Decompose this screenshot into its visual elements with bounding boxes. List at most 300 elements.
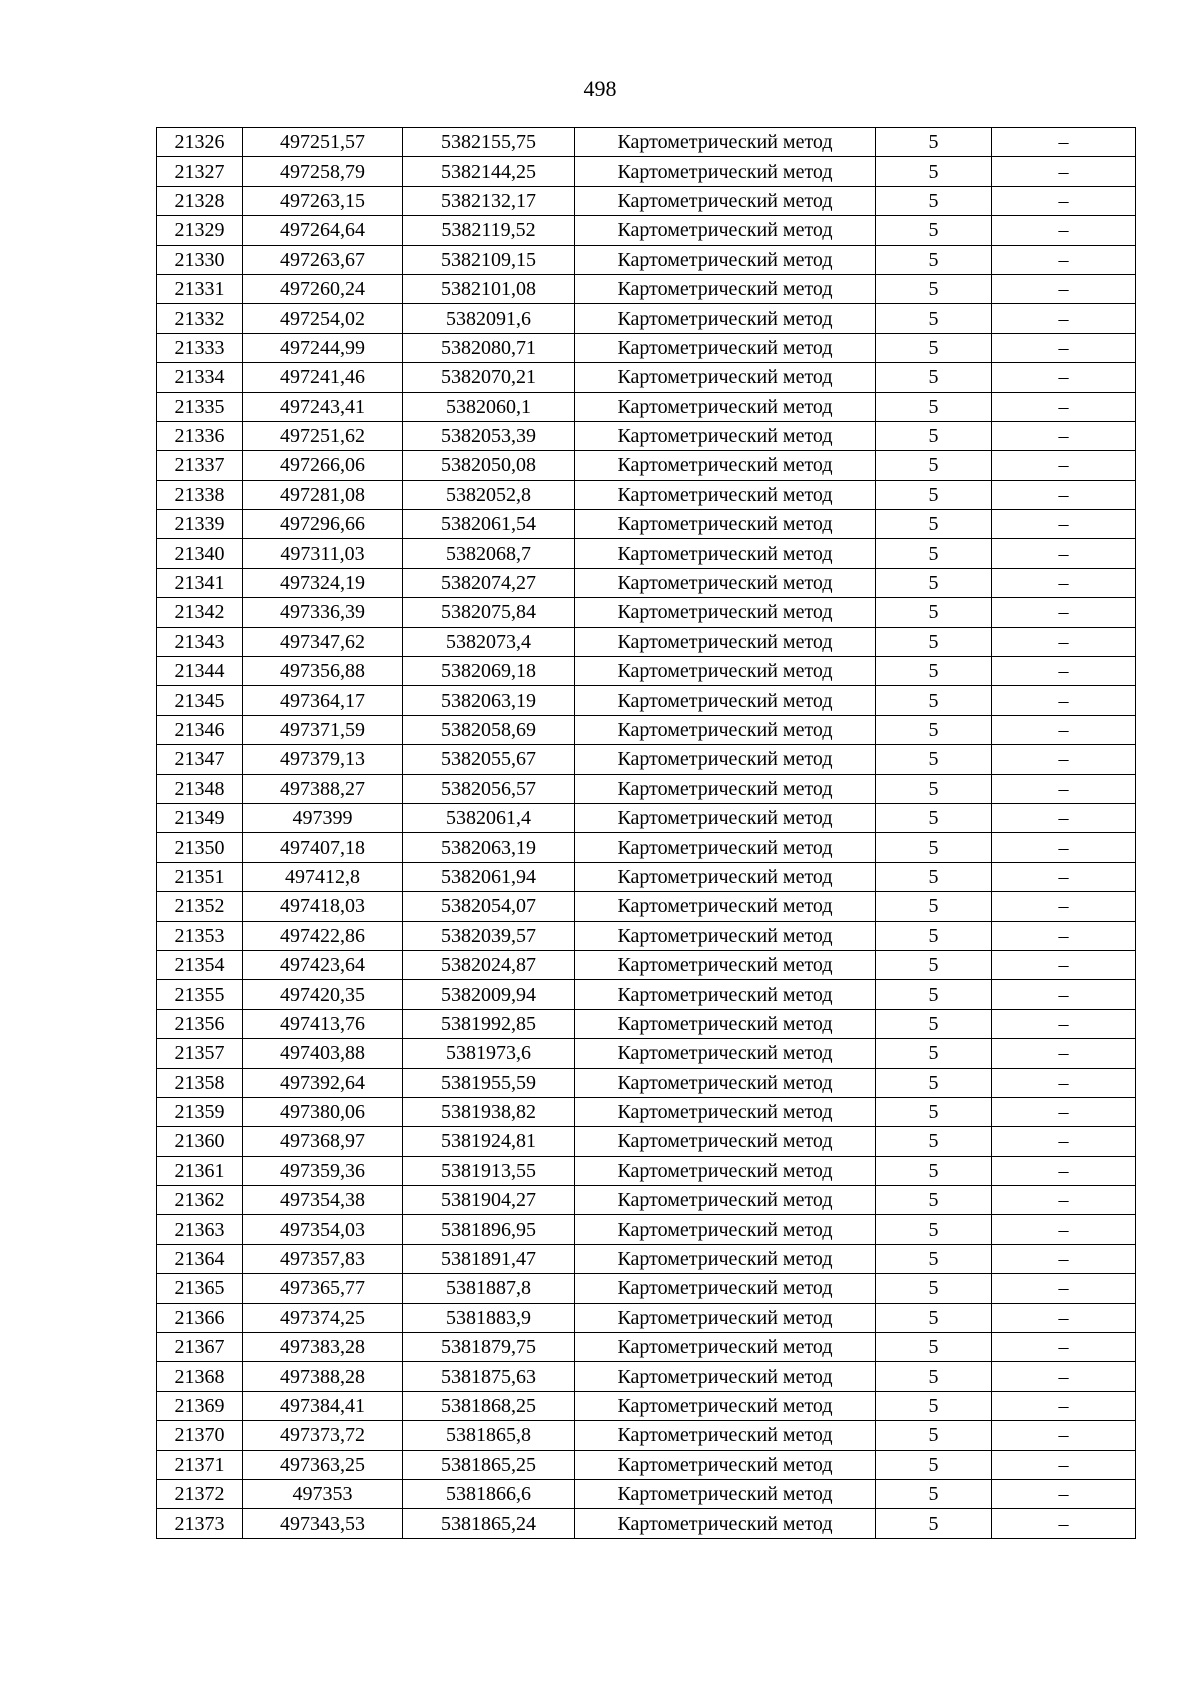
- y-coordinate-cell: 5382052,8: [403, 480, 575, 509]
- dash-cell: –: [992, 1391, 1136, 1420]
- dash-cell: –: [992, 568, 1136, 597]
- table-row: [157, 1068, 1136, 1097]
- dash-cell: –: [992, 598, 1136, 627]
- point-number-cell: 21366: [157, 1303, 243, 1332]
- point-number-cell: 21344: [157, 657, 243, 686]
- table-row: [157, 421, 1136, 450]
- point-number-cell: 21338: [157, 480, 243, 509]
- dash-cell: –: [992, 245, 1136, 274]
- dash-cell: –: [992, 1244, 1136, 1273]
- point-number-cell: 21349: [157, 803, 243, 832]
- method-cell: Картометрический метод: [575, 539, 876, 568]
- accuracy-cell: 5: [876, 1186, 992, 1215]
- x-coordinate-cell: 497347,62: [243, 627, 403, 656]
- x-coordinate-cell: 497407,18: [243, 833, 403, 862]
- dash-cell: –: [992, 950, 1136, 979]
- y-coordinate-cell: 5382009,94: [403, 980, 575, 1009]
- method-cell: Картометрический метод: [575, 950, 876, 979]
- point-number-cell: 21337: [157, 451, 243, 480]
- table-row: [157, 921, 1136, 950]
- accuracy-cell: 5: [876, 1009, 992, 1038]
- method-cell: Картометрический метод: [575, 186, 876, 215]
- dash-cell: –: [992, 803, 1136, 832]
- y-coordinate-cell: 5381896,95: [403, 1215, 575, 1244]
- method-cell: Картометрический метод: [575, 1421, 876, 1450]
- page-number: 498: [583, 76, 617, 101]
- point-number-cell: 21342: [157, 598, 243, 627]
- x-coordinate-cell: 497373,72: [243, 1421, 403, 1450]
- table-row: [157, 363, 1136, 392]
- method-cell: Картометрический метод: [575, 774, 876, 803]
- method-cell: Картометрический метод: [575, 862, 876, 891]
- accuracy-cell: 5: [876, 1274, 992, 1303]
- point-number-cell: 21368: [157, 1362, 243, 1391]
- method-cell: Картометрический метод: [575, 715, 876, 744]
- x-coordinate-cell: 497354,38: [243, 1186, 403, 1215]
- method-cell: Картометрический метод: [575, 1479, 876, 1508]
- table-row: [157, 186, 1136, 215]
- table-row: [157, 1156, 1136, 1185]
- accuracy-cell: 5: [876, 1509, 992, 1538]
- accuracy-cell: 5: [876, 1244, 992, 1273]
- y-coordinate-cell: 5382050,08: [403, 451, 575, 480]
- method-cell: Картометрический метод: [575, 1039, 876, 1068]
- dash-cell: –: [992, 892, 1136, 921]
- x-coordinate-cell: 497263,67: [243, 245, 403, 274]
- accuracy-cell: 5: [876, 892, 992, 921]
- dash-cell: –: [992, 1068, 1136, 1097]
- dash-cell: –: [992, 745, 1136, 774]
- x-coordinate-cell: 497379,13: [243, 745, 403, 774]
- y-coordinate-cell: 5382109,15: [403, 245, 575, 274]
- y-coordinate-cell: 5381887,8: [403, 1274, 575, 1303]
- method-cell: Картометрический метод: [575, 1156, 876, 1185]
- dash-cell: –: [992, 274, 1136, 303]
- point-number-cell: 21371: [157, 1450, 243, 1479]
- x-coordinate-cell: 497403,88: [243, 1039, 403, 1068]
- method-cell: Картометрический метод: [575, 1509, 876, 1538]
- method-cell: Картометрический метод: [575, 921, 876, 950]
- y-coordinate-cell: 5382074,27: [403, 568, 575, 597]
- x-coordinate-cell: 497422,86: [243, 921, 403, 950]
- point-number-cell: 21369: [157, 1391, 243, 1420]
- accuracy-cell: 5: [876, 363, 992, 392]
- x-coordinate-cell: 497266,06: [243, 451, 403, 480]
- point-number-cell: 21352: [157, 892, 243, 921]
- y-coordinate-cell: 5381875,63: [403, 1362, 575, 1391]
- method-cell: Картометрический метод: [575, 421, 876, 450]
- table-row: [157, 1039, 1136, 1068]
- point-number-cell: 21359: [157, 1097, 243, 1126]
- y-coordinate-cell: 5382056,57: [403, 774, 575, 803]
- accuracy-cell: 5: [876, 950, 992, 979]
- y-coordinate-cell: 5381924,81: [403, 1127, 575, 1156]
- table-row: [157, 1127, 1136, 1156]
- accuracy-cell: 5: [876, 245, 992, 274]
- accuracy-cell: 5: [876, 1391, 992, 1420]
- x-coordinate-cell: 497388,27: [243, 774, 403, 803]
- accuracy-cell: 5: [876, 157, 992, 186]
- dash-cell: –: [992, 1362, 1136, 1391]
- dash-cell: –: [992, 774, 1136, 803]
- accuracy-cell: 5: [876, 627, 992, 656]
- y-coordinate-cell: 5381865,25: [403, 1450, 575, 1479]
- table-row: [157, 833, 1136, 862]
- method-cell: Картометрический метод: [575, 1215, 876, 1244]
- table-row: [157, 1421, 1136, 1450]
- y-coordinate-cell: 5382063,19: [403, 686, 575, 715]
- x-coordinate-cell: 497241,46: [243, 363, 403, 392]
- y-coordinate-cell: 5381866,6: [403, 1479, 575, 1508]
- method-cell: Картометрический метод: [575, 128, 876, 157]
- accuracy-cell: 5: [876, 833, 992, 862]
- dash-cell: –: [992, 421, 1136, 450]
- x-coordinate-cell: 497260,24: [243, 274, 403, 303]
- method-cell: Картометрический метод: [575, 216, 876, 245]
- x-coordinate-cell: 497371,59: [243, 715, 403, 744]
- x-coordinate-cell: 497357,83: [243, 1244, 403, 1273]
- table-row: [157, 774, 1136, 803]
- method-cell: Картометрический метод: [575, 1068, 876, 1097]
- point-number-cell: 21326: [157, 128, 243, 157]
- table-row: [157, 1303, 1136, 1332]
- x-coordinate-cell: 497423,64: [243, 950, 403, 979]
- y-coordinate-cell: 5382144,25: [403, 157, 575, 186]
- point-number-cell: 21336: [157, 421, 243, 450]
- method-cell: Картометрический метод: [575, 1362, 876, 1391]
- method-cell: Картометрический метод: [575, 157, 876, 186]
- method-cell: Картометрический метод: [575, 245, 876, 274]
- x-coordinate-cell: 497296,66: [243, 510, 403, 539]
- method-cell: Картометрический метод: [575, 745, 876, 774]
- y-coordinate-cell: 5382053,39: [403, 421, 575, 450]
- x-coordinate-cell: 497254,02: [243, 304, 403, 333]
- accuracy-cell: 5: [876, 128, 992, 157]
- x-coordinate-cell: 497418,03: [243, 892, 403, 921]
- dash-cell: –: [992, 304, 1136, 333]
- table-row: [157, 304, 1136, 333]
- y-coordinate-cell: 5381955,59: [403, 1068, 575, 1097]
- table-row: [157, 157, 1136, 186]
- method-cell: Картометрический метод: [575, 657, 876, 686]
- x-coordinate-cell: 497324,19: [243, 568, 403, 597]
- y-coordinate-cell: 5382132,17: [403, 186, 575, 215]
- accuracy-cell: 5: [876, 1479, 992, 1508]
- accuracy-cell: 5: [876, 1068, 992, 1097]
- accuracy-cell: 5: [876, 539, 992, 568]
- table-row: [157, 657, 1136, 686]
- x-coordinate-cell: 497412,8: [243, 862, 403, 891]
- method-cell: Картометрический метод: [575, 1127, 876, 1156]
- accuracy-cell: 5: [876, 598, 992, 627]
- point-number-cell: 21373: [157, 1509, 243, 1538]
- point-number-cell: 21346: [157, 715, 243, 744]
- x-coordinate-cell: 497243,41: [243, 392, 403, 421]
- dash-cell: –: [992, 980, 1136, 1009]
- x-coordinate-cell: 497336,39: [243, 598, 403, 627]
- accuracy-cell: 5: [876, 1362, 992, 1391]
- table-row: [157, 128, 1136, 157]
- accuracy-cell: 5: [876, 1127, 992, 1156]
- method-cell: Картометрический метод: [575, 1274, 876, 1303]
- accuracy-cell: 5: [876, 274, 992, 303]
- x-coordinate-cell: 497380,06: [243, 1097, 403, 1126]
- y-coordinate-cell: 5382075,84: [403, 598, 575, 627]
- method-cell: Картометрический метод: [575, 510, 876, 539]
- dash-cell: –: [992, 862, 1136, 891]
- dash-cell: –: [992, 186, 1136, 215]
- y-coordinate-cell: 5382061,94: [403, 862, 575, 891]
- method-cell: Картометрический метод: [575, 392, 876, 421]
- table-row: [157, 598, 1136, 627]
- point-number-cell: 21354: [157, 950, 243, 979]
- x-coordinate-cell: 497264,64: [243, 216, 403, 245]
- y-coordinate-cell: 5382119,52: [403, 216, 575, 245]
- dash-cell: –: [992, 1009, 1136, 1038]
- point-number-cell: 21328: [157, 186, 243, 215]
- method-cell: Картометрический метод: [575, 686, 876, 715]
- point-number-cell: 21365: [157, 1274, 243, 1303]
- x-coordinate-cell: 497359,36: [243, 1156, 403, 1185]
- x-coordinate-cell: 497420,35: [243, 980, 403, 1009]
- method-cell: Картометрический метод: [575, 598, 876, 627]
- method-cell: Картометрический метод: [575, 833, 876, 862]
- table-row: [157, 1391, 1136, 1420]
- method-cell: Картометрический метод: [575, 451, 876, 480]
- accuracy-cell: 5: [876, 421, 992, 450]
- y-coordinate-cell: 5382070,21: [403, 363, 575, 392]
- method-cell: Картометрический метод: [575, 1009, 876, 1038]
- point-number-cell: 21334: [157, 363, 243, 392]
- y-coordinate-cell: 5382024,87: [403, 950, 575, 979]
- x-coordinate-cell: 497258,79: [243, 157, 403, 186]
- accuracy-cell: 5: [876, 392, 992, 421]
- method-cell: Картометрический метод: [575, 892, 876, 921]
- table-row: [157, 950, 1136, 979]
- y-coordinate-cell: 5382155,75: [403, 128, 575, 157]
- dash-cell: –: [992, 510, 1136, 539]
- accuracy-cell: 5: [876, 480, 992, 509]
- y-coordinate-cell: 5382068,7: [403, 539, 575, 568]
- x-coordinate-cell: 497374,25: [243, 1303, 403, 1332]
- accuracy-cell: 5: [876, 451, 992, 480]
- x-coordinate-cell: 497251,62: [243, 421, 403, 450]
- y-coordinate-cell: 5382073,4: [403, 627, 575, 656]
- y-coordinate-cell: 5381883,9: [403, 1303, 575, 1332]
- dash-cell: –: [992, 1127, 1136, 1156]
- method-cell: Картометрический метод: [575, 627, 876, 656]
- y-coordinate-cell: 5381992,85: [403, 1009, 575, 1038]
- dash-cell: –: [992, 451, 1136, 480]
- y-coordinate-cell: 5381913,55: [403, 1156, 575, 1185]
- method-cell: Картометрический метод: [575, 274, 876, 303]
- table-row: [157, 627, 1136, 656]
- y-coordinate-cell: 5381879,75: [403, 1333, 575, 1362]
- y-coordinate-cell: 5381904,27: [403, 1186, 575, 1215]
- point-number-cell: 21361: [157, 1156, 243, 1185]
- dash-cell: –: [992, 392, 1136, 421]
- table-row: [157, 1509, 1136, 1538]
- method-cell: Картометрический метод: [575, 803, 876, 832]
- table-row: [157, 1215, 1136, 1244]
- method-cell: Картометрический метод: [575, 980, 876, 1009]
- dash-cell: –: [992, 1450, 1136, 1479]
- accuracy-cell: 5: [876, 304, 992, 333]
- x-coordinate-cell: 497354,03: [243, 1215, 403, 1244]
- table-row: [157, 1186, 1136, 1215]
- dash-cell: –: [992, 833, 1136, 862]
- point-number-cell: 21332: [157, 304, 243, 333]
- y-coordinate-cell: 5381865,8: [403, 1421, 575, 1450]
- point-number-cell: 21335: [157, 392, 243, 421]
- accuracy-cell: 5: [876, 568, 992, 597]
- point-number-cell: 21347: [157, 745, 243, 774]
- dash-cell: –: [992, 1274, 1136, 1303]
- accuracy-cell: 5: [876, 1156, 992, 1185]
- table-row: [157, 1333, 1136, 1362]
- accuracy-cell: 5: [876, 1421, 992, 1450]
- point-number-cell: 21340: [157, 539, 243, 568]
- table-row: [157, 892, 1136, 921]
- table-row: [157, 686, 1136, 715]
- x-coordinate-cell: 497392,64: [243, 1068, 403, 1097]
- point-number-cell: 21351: [157, 862, 243, 891]
- table-row: [157, 1097, 1136, 1126]
- accuracy-cell: 5: [876, 216, 992, 245]
- accuracy-cell: 5: [876, 1450, 992, 1479]
- table-row: [157, 715, 1136, 744]
- y-coordinate-cell: 5382061,4: [403, 803, 575, 832]
- point-number-cell: 21348: [157, 774, 243, 803]
- accuracy-cell: 5: [876, 803, 992, 832]
- dash-cell: –: [992, 1097, 1136, 1126]
- point-number-cell: 21345: [157, 686, 243, 715]
- y-coordinate-cell: 5382055,67: [403, 745, 575, 774]
- x-coordinate-cell: 497251,57: [243, 128, 403, 157]
- y-coordinate-cell: 5381973,6: [403, 1039, 575, 1068]
- x-coordinate-cell: 497383,28: [243, 1333, 403, 1362]
- method-cell: Картометрический метод: [575, 304, 876, 333]
- dash-cell: –: [992, 128, 1136, 157]
- dash-cell: –: [992, 715, 1136, 744]
- point-number-cell: 21339: [157, 510, 243, 539]
- table-row: [157, 245, 1136, 274]
- point-number-cell: 21353: [157, 921, 243, 950]
- point-number-cell: 21362: [157, 1186, 243, 1215]
- method-cell: Картометрический метод: [575, 480, 876, 509]
- dash-cell: –: [992, 363, 1136, 392]
- method-cell: Картометрический метод: [575, 363, 876, 392]
- method-cell: Картометрический метод: [575, 1450, 876, 1479]
- point-number-cell: 21355: [157, 980, 243, 1009]
- y-coordinate-cell: 5381868,25: [403, 1391, 575, 1420]
- table-row: [157, 1244, 1136, 1273]
- point-number-cell: 21329: [157, 216, 243, 245]
- dash-cell: –: [992, 657, 1136, 686]
- accuracy-cell: 5: [876, 1215, 992, 1244]
- y-coordinate-cell: 5382061,54: [403, 510, 575, 539]
- x-coordinate-cell: 497343,53: [243, 1509, 403, 1538]
- y-coordinate-cell: 5382060,1: [403, 392, 575, 421]
- table-row: [157, 480, 1136, 509]
- accuracy-cell: 5: [876, 774, 992, 803]
- table-row: [157, 216, 1136, 245]
- point-number-cell: 21330: [157, 245, 243, 274]
- method-cell: Картометрический метод: [575, 333, 876, 362]
- accuracy-cell: 5: [876, 921, 992, 950]
- dash-cell: –: [992, 1333, 1136, 1362]
- y-coordinate-cell: 5381938,82: [403, 1097, 575, 1126]
- table-row: [157, 274, 1136, 303]
- dash-cell: –: [992, 539, 1136, 568]
- point-number-cell: 21333: [157, 333, 243, 362]
- table-row: [157, 980, 1136, 1009]
- point-number-cell: 21350: [157, 833, 243, 862]
- table-row: [157, 539, 1136, 568]
- dash-cell: –: [992, 1509, 1136, 1538]
- point-number-cell: 21343: [157, 627, 243, 656]
- method-cell: Картометрический метод: [575, 1186, 876, 1215]
- table-row: [157, 1274, 1136, 1303]
- y-coordinate-cell: 5382101,08: [403, 274, 575, 303]
- method-cell: Картометрический метод: [575, 1391, 876, 1420]
- x-coordinate-cell: 497384,41: [243, 1391, 403, 1420]
- point-number-cell: 21364: [157, 1244, 243, 1273]
- method-cell: Картометрический метод: [575, 568, 876, 597]
- point-number-cell: 21360: [157, 1127, 243, 1156]
- x-coordinate-cell: 497263,15: [243, 186, 403, 215]
- accuracy-cell: 5: [876, 862, 992, 891]
- table-row: [157, 568, 1136, 597]
- table-row: [157, 1450, 1136, 1479]
- dash-cell: –: [992, 1039, 1136, 1068]
- method-cell: Картометрический метод: [575, 1097, 876, 1126]
- dash-cell: –: [992, 921, 1136, 950]
- method-cell: Картометрический метод: [575, 1244, 876, 1273]
- x-coordinate-cell: 497365,77: [243, 1274, 403, 1303]
- dash-cell: –: [992, 333, 1136, 362]
- table-row: [157, 745, 1136, 774]
- accuracy-cell: 5: [876, 686, 992, 715]
- accuracy-cell: 5: [876, 745, 992, 774]
- y-coordinate-cell: 5381891,47: [403, 1244, 575, 1273]
- point-number-cell: 21363: [157, 1215, 243, 1244]
- x-coordinate-cell: 497413,76: [243, 1009, 403, 1038]
- point-number-cell: 21372: [157, 1479, 243, 1508]
- point-number-cell: 21327: [157, 157, 243, 186]
- dash-cell: –: [992, 1421, 1136, 1450]
- accuracy-cell: 5: [876, 1097, 992, 1126]
- accuracy-cell: 5: [876, 1303, 992, 1332]
- accuracy-cell: 5: [876, 510, 992, 539]
- y-coordinate-cell: 5382069,18: [403, 657, 575, 686]
- dash-cell: –: [992, 1303, 1136, 1332]
- y-coordinate-cell: 5382039,57: [403, 921, 575, 950]
- table-row: [157, 451, 1136, 480]
- point-number-cell: 21356: [157, 1009, 243, 1038]
- x-coordinate-cell: 497311,03: [243, 539, 403, 568]
- accuracy-cell: 5: [876, 1039, 992, 1068]
- x-coordinate-cell: 497363,25: [243, 1450, 403, 1479]
- accuracy-cell: 5: [876, 715, 992, 744]
- x-coordinate-cell: 497364,17: [243, 686, 403, 715]
- y-coordinate-cell: 5382091,6: [403, 304, 575, 333]
- dash-cell: –: [992, 686, 1136, 715]
- dash-cell: –: [992, 216, 1136, 245]
- table-row: [157, 1362, 1136, 1391]
- accuracy-cell: 5: [876, 333, 992, 362]
- x-coordinate-cell: 497281,08: [243, 480, 403, 509]
